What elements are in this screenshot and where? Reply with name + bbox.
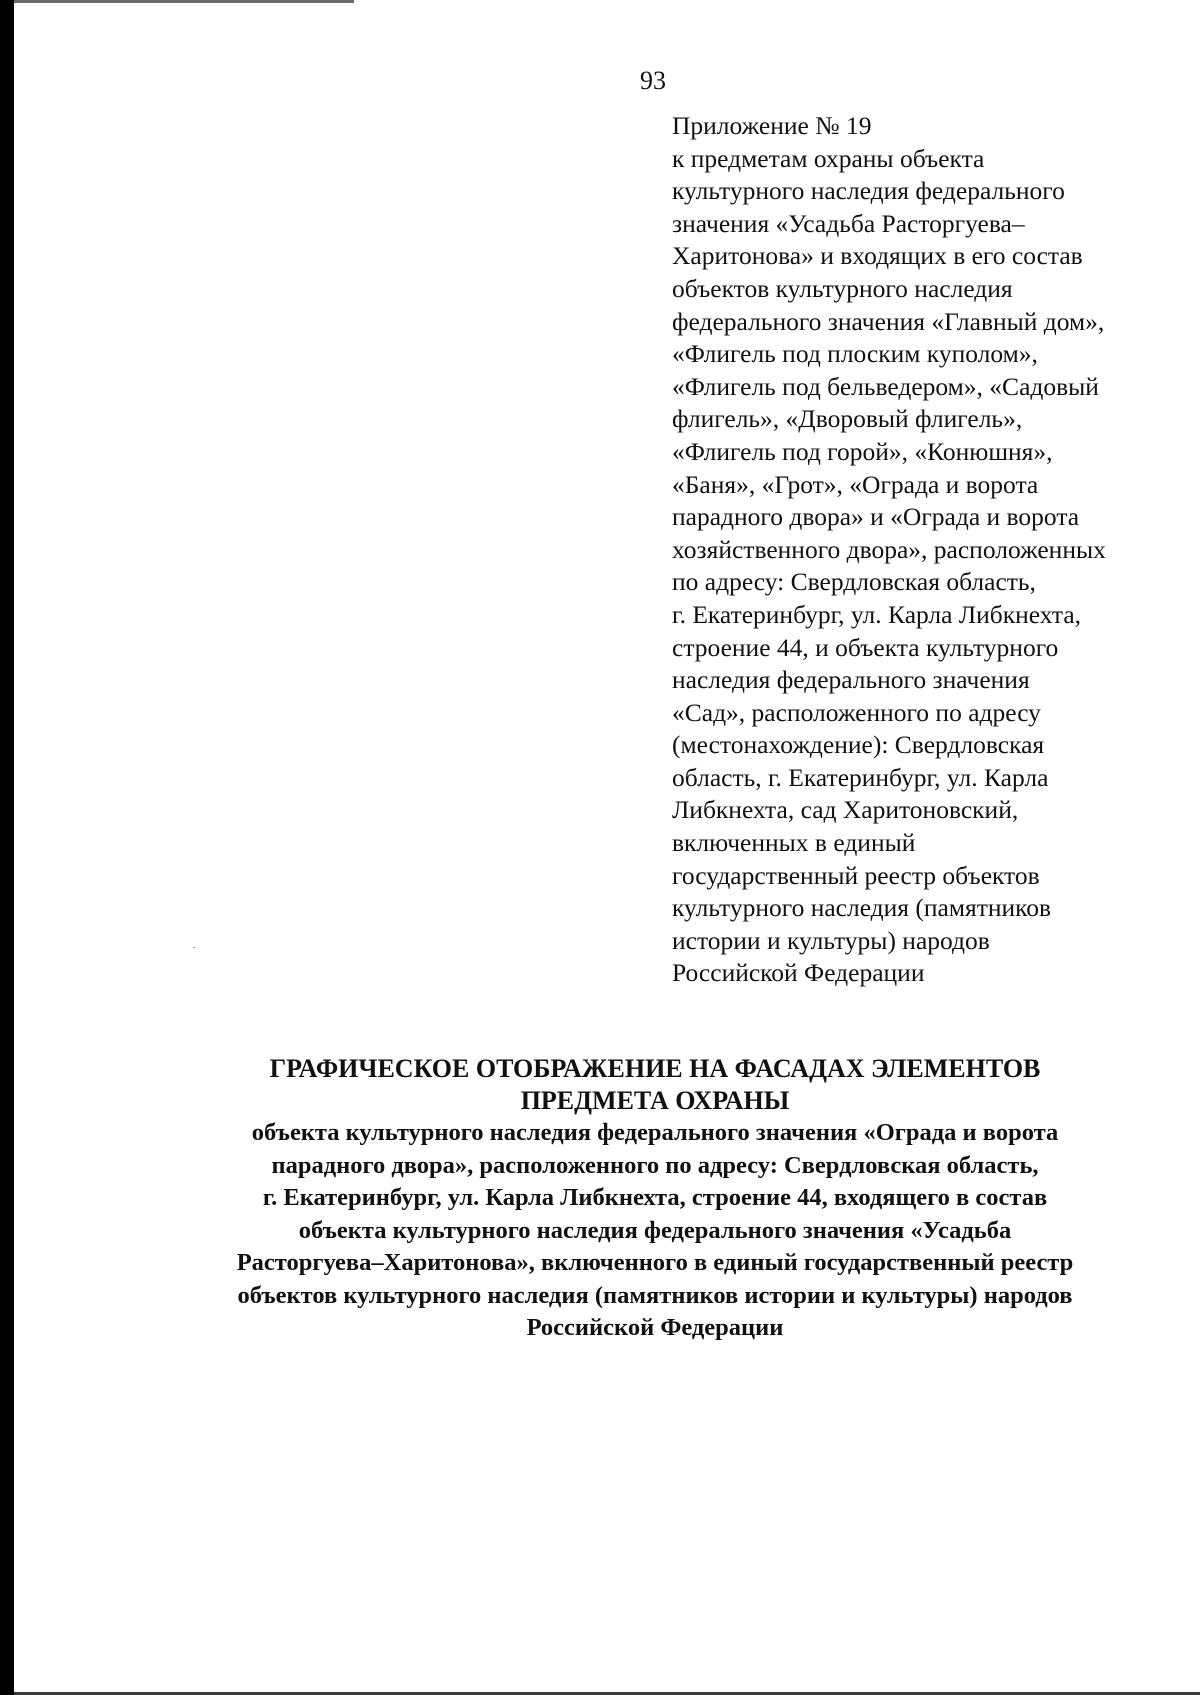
appendix-line: культурного наследия (памятников bbox=[672, 893, 1052, 923]
heading-subtitle-line: Расторгуева–Харитонова», включенного в единый государственный реестр bbox=[236, 1249, 1074, 1276]
appendix-line: к предметам охраны объекта bbox=[672, 143, 985, 173]
appendix-reference bbox=[672, 110, 1172, 990]
heading-subtitle-line: г. Екатеринбург, ул. Карла Либкнехта, строение 44, входящего в состав bbox=[262, 1184, 1048, 1211]
heading-subtitle-line: объекта культурного наследия федерального значения «Усадьба bbox=[298, 1216, 1012, 1244]
appendix-line: объектов культурного наследия bbox=[672, 273, 1013, 303]
heading-title-line: ГРАФИЧЕСКОЕ ОТОБРАЖЕНИЕ НА ФАСАДАХ ЭЛЕМЕНТОВ bbox=[269, 1054, 1041, 1083]
heading-subtitle-line: объектов культурного наследия (памятников истории и культуры) народов bbox=[237, 1281, 1073, 1309]
scan-border-left bbox=[0, 0, 14, 1695]
appendix-line: Харитонова» и входящих в его состав bbox=[672, 241, 1083, 271]
appendix-line: хозяйственного двора», расположенных bbox=[672, 534, 1106, 564]
appendix-line: Либкнехта, сад Харитоновский, bbox=[672, 795, 1019, 825]
heading-title bbox=[120, 1053, 1190, 1117]
appendix-line: государственный реестр объектов bbox=[672, 860, 1040, 890]
appendix-line: Российской Федерации bbox=[672, 958, 925, 988]
appendix-line: включенных в единый bbox=[672, 828, 916, 858]
appendix-line: строение 44, и объекта культурного bbox=[672, 632, 1059, 662]
appendix-line: федерального значения «Главный дом», bbox=[672, 306, 1105, 336]
scan-border-top bbox=[14, 0, 354, 3]
appendix-line: область, г. Екатеринбург, ул. Карла bbox=[672, 762, 1049, 792]
appendix-line: г. Екатеринбург, ул. Карла Либкнехта, bbox=[672, 599, 1082, 629]
appendix-line: истории и культуры) народов bbox=[672, 925, 990, 955]
appendix-line: «Флигель под горой», «Конюшня», bbox=[672, 436, 1053, 466]
appendix-line: «Флигель под бельведером», «Садовый bbox=[672, 371, 1099, 401]
heading-subtitle-line: Российской Федерации bbox=[526, 1314, 784, 1341]
heading-subtitle-line: объекта культурного наследия федерального значения «Ограда и ворота bbox=[251, 1119, 1059, 1146]
heading-title-line: ПРЕДМЕТА ОХРАНЫ bbox=[520, 1086, 790, 1115]
document-heading bbox=[120, 1053, 1190, 1345]
appendix-line: значения «Усадьба Расторгуева– bbox=[672, 208, 1025, 238]
appendix-title: Приложение № 19 bbox=[672, 111, 872, 140]
appendix-line: флигель», «Дворовый флигель», bbox=[672, 404, 1023, 434]
appendix-line: по адресу: Свердловская область, bbox=[672, 567, 1036, 597]
appendix-line: парадного двора» и «Ограда и ворота bbox=[672, 502, 1080, 532]
appendix-line: наследия федерального значения bbox=[672, 665, 1030, 695]
appendix-line: «Флигель под плоским куполом», bbox=[672, 339, 1038, 369]
appendix-line: культурного наследия федерального bbox=[672, 176, 1065, 206]
page-number: 93 bbox=[640, 66, 666, 95]
appendix-line: «Баня», «Грот», «Ограда и ворота bbox=[672, 469, 1039, 499]
heading-subtitle-line: парадного двора», расположенного по адресу: Свердловская область, bbox=[271, 1151, 1039, 1179]
heading-subtitle bbox=[120, 1117, 1190, 1345]
appendix-line: (местонахождение): Свердловская bbox=[672, 730, 1045, 760]
scan-speck bbox=[193, 947, 195, 948]
appendix-line: «Сад», расположенного по адресу bbox=[672, 697, 1041, 727]
